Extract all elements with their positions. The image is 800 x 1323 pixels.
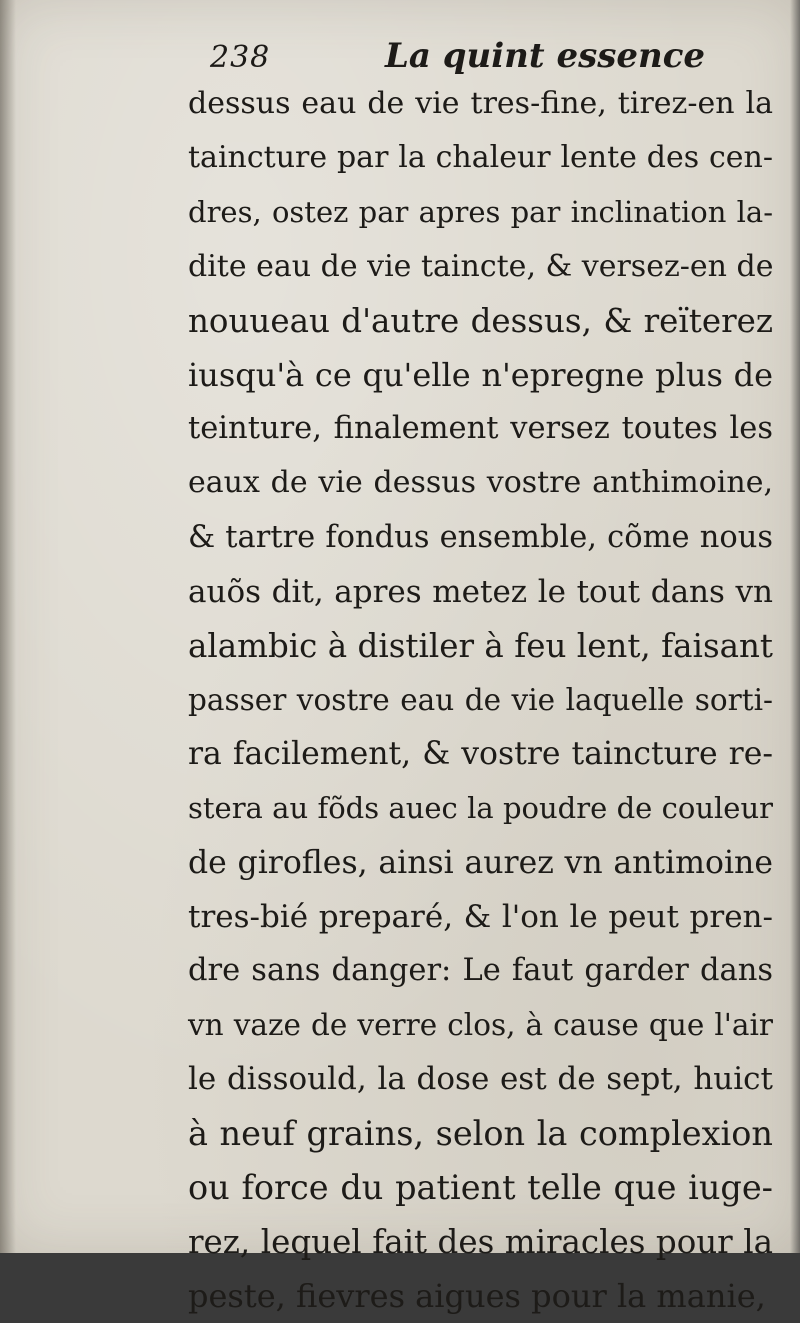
text-line: tres-bié preparé, & l'on le peut pren- (188, 898, 773, 935)
gutter-shadow (0, 0, 16, 1253)
text-line: vn vaze de verre clos, à cause que l'air (188, 1008, 773, 1043)
running-title: La quint essence (385, 36, 706, 76)
body-text (188, 77, 773, 1323)
text-line: iusqu'à ce qu'elle n'epregne plus de (188, 355, 773, 394)
text-line: taincture par la chaleur lente des cen- (188, 140, 773, 176)
page-number: 238 (210, 40, 271, 75)
text-line: & tartre fondus ensemble, cõme nous (188, 519, 773, 555)
text-line: eaux de vie dessus vostre anthimoine, (188, 465, 773, 501)
text-line: stera au fõds auec la poudre de couleur (188, 791, 773, 826)
text-line: teinture, finalement versez toutes les (188, 411, 773, 447)
page-edge (790, 0, 800, 1253)
text-line: alambic à distiler à feu lent, faisant (188, 626, 773, 665)
text-line: nouueau d'autre dessus, & reïterez (188, 301, 773, 340)
text-line: dres, ostez par apres par inclination la- (188, 195, 773, 230)
text-line: passer vostre eau de vie laquelle sorti- (188, 683, 773, 718)
text-line: auõs dit, apres metez le tout dans vn (188, 573, 773, 610)
text-line: à neuf grains, selon la complexion (188, 1113, 773, 1153)
text-line: de girofles, ainsi aurez vn antimoine (188, 844, 773, 881)
text-line: dessus eau de vie tres-fine, tirez-en la (188, 86, 773, 121)
text-line: dite eau de vie taincte, & versez-en de (188, 248, 774, 284)
text-line: peste, fievres aigues pour la manie, (188, 1277, 766, 1316)
text-line: ou force du patient telle que iuge- (188, 1167, 773, 1207)
text-line: rez, lequel fait des miracles pour la (188, 1222, 773, 1261)
text-line: ra facilement, & vostre taincture re- (188, 736, 773, 773)
text-line: dre sans danger: Le faut garder dans (188, 953, 773, 988)
text-line: le dissould, la dose est de sept, huict (188, 1061, 773, 1098)
